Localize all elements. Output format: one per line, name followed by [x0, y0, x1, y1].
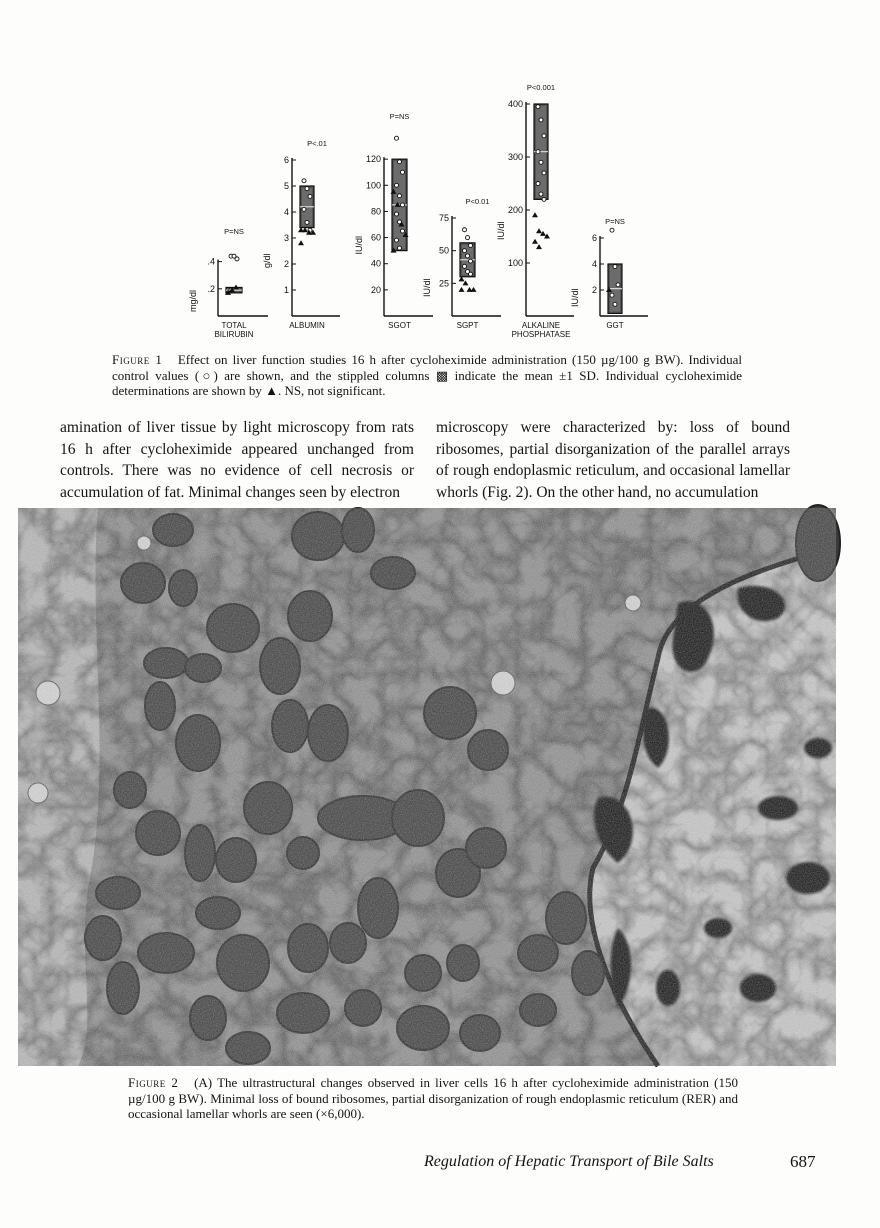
control-point — [395, 183, 399, 187]
control-point — [466, 236, 470, 240]
figure-1-caption-text: Effect on liver function studies 16 h after cycloheximide administration (150 µg/100 g BW). Individual control values (○) are shown, and the stippled columns ▩ indicate the mean ±1 SD. Individual cycloheximide determinations are shown by ▲. NS, not significant. — [112, 352, 742, 399]
y-tick-label: 2 — [591, 285, 597, 295]
control-point — [401, 203, 405, 207]
micrograph-image — [18, 508, 836, 1066]
y-axis-label: g/dl — [262, 253, 272, 268]
control-point — [398, 160, 402, 164]
y-tick-label: 6 — [591, 233, 597, 243]
significance-label: P=NS — [389, 112, 410, 121]
control-point — [613, 302, 617, 306]
control-point — [302, 207, 306, 211]
control-point — [469, 272, 473, 276]
cycloheximide-point — [471, 287, 477, 292]
control-point — [466, 254, 470, 258]
y-tick-label: 25 — [438, 278, 449, 289]
y-tick-label: 40 — [370, 258, 381, 269]
y-tick-label: 300 — [507, 152, 523, 162]
figure-1-caption — [112, 352, 742, 399]
control-point — [302, 179, 306, 183]
y-tick-label: 4 — [283, 207, 289, 217]
body-text-right-column: microscopy were characterized by: loss of bound ribosomes, partial disorganization of the parallel arrays of rough endoplasmic reticulum, and occasional lamellar whorls (Fig. 2). On the other hand, no accumulation — [436, 419, 790, 501]
control-point — [463, 228, 467, 232]
y-tick-label: 50 — [438, 245, 449, 256]
control-point — [469, 259, 473, 263]
y-axis-label: IU/dl — [496, 221, 506, 240]
y-tick-label: 100 — [365, 180, 381, 191]
page-number: 687 — [790, 1152, 816, 1171]
running-head: Regulation of Hepatic Transport of Bile Salts — [424, 1153, 714, 1170]
y-tick-label: 200 — [507, 205, 523, 215]
figure-1-charts — [188, 83, 660, 350]
y-axis-label: IU/dl — [570, 288, 580, 307]
control-point — [308, 194, 312, 198]
y-tick-label: 6 — [283, 155, 289, 165]
y-axis-label: mg/dl — [188, 289, 198, 312]
control-point — [398, 194, 402, 198]
y-axis-label: IU/dl — [422, 278, 432, 297]
significance-label: P<0.001 — [526, 83, 556, 92]
y-tick-label: 4 — [591, 259, 597, 269]
control-point — [613, 265, 617, 269]
y-tick-label: 80 — [370, 206, 381, 217]
category-label: TOTAL — [221, 321, 247, 330]
y-tick-label: 400 — [507, 99, 523, 109]
significance-label: P=NS — [224, 227, 244, 236]
control-point — [542, 134, 546, 138]
body-text-left-column: amination of liver tissue by light microscopy from rats 16 h after cycloheximide appeared unchanged from controls. There was no evidence of cell necrosis or accumulation of fat. Minimal changes seen by electron — [60, 419, 414, 501]
significance-label: P=NS — [605, 217, 625, 226]
cycloheximide-point — [536, 244, 542, 249]
y-tick-label: 20 — [370, 284, 381, 295]
control-point — [395, 212, 399, 216]
y-tick-label: 60 — [370, 232, 381, 243]
y-tick-label: 1 — [283, 285, 289, 295]
control-point — [539, 160, 543, 164]
cycloheximide-point — [532, 212, 538, 217]
y-tick-label: 2 — [283, 259, 289, 269]
control-point — [305, 220, 309, 224]
control-point — [235, 257, 239, 261]
y-tick-label: 120 — [365, 154, 381, 165]
category-label: ALBUMIN — [289, 321, 325, 330]
control-point — [542, 171, 546, 175]
y-tick-label: 75 — [438, 213, 449, 223]
figure-2-label: Figure 2 — [128, 1075, 179, 1090]
control-point — [539, 192, 543, 196]
control-point — [536, 150, 540, 154]
control-point — [469, 243, 473, 247]
y-axis-label: IU/dl — [354, 235, 364, 255]
electron-micrograph — [18, 508, 836, 1066]
figure-2-caption-text: (A) The ultrastructural changes observed in liver cells 16 h after cycloheximide administration (150 µg/100 g BW). Minimal loss of bound ribosomes, partial disorganization of rough endoplasmic reticulum (RER) and occasional lamellar whorls are seen (×6,000). — [128, 1075, 738, 1122]
y-tick-label: 3 — [283, 233, 289, 243]
cycloheximide-point — [536, 228, 542, 233]
control-point — [305, 187, 309, 191]
category-label: ALKALINE — [521, 321, 561, 330]
control-point — [536, 182, 540, 186]
figure-2-caption — [128, 1075, 738, 1122]
control-point — [398, 246, 402, 250]
figure-1-label: Figure 1 — [112, 352, 163, 367]
control-point — [401, 170, 405, 174]
control-point — [463, 264, 467, 268]
cycloheximide-point — [459, 287, 465, 292]
y-tick-label: 100 — [507, 258, 523, 268]
control-point — [401, 229, 405, 233]
control-point — [536, 105, 540, 109]
significance-label: P<0.01 — [465, 197, 490, 206]
control-point — [395, 238, 399, 242]
y-tick-label: .4 — [207, 256, 215, 267]
control-point — [610, 293, 614, 297]
control-point — [463, 249, 467, 253]
control-point — [395, 136, 399, 140]
category-label: SGOT — [388, 321, 411, 330]
category-label: GGT — [606, 321, 624, 330]
category-label: SGPT — [456, 321, 479, 330]
control-point — [539, 118, 543, 122]
control-point — [610, 228, 614, 232]
cycloheximide-point — [532, 239, 538, 244]
category-label: BILIRUBIN — [214, 330, 254, 339]
cycloheximide-point — [298, 240, 304, 245]
control-point — [542, 197, 546, 201]
y-tick-label: 5 — [283, 181, 289, 191]
significance-label: P<.01 — [307, 139, 327, 148]
control-point — [616, 283, 620, 287]
y-tick-label: .2 — [207, 283, 215, 294]
category-label: PHOSPHATASE — [511, 330, 571, 339]
